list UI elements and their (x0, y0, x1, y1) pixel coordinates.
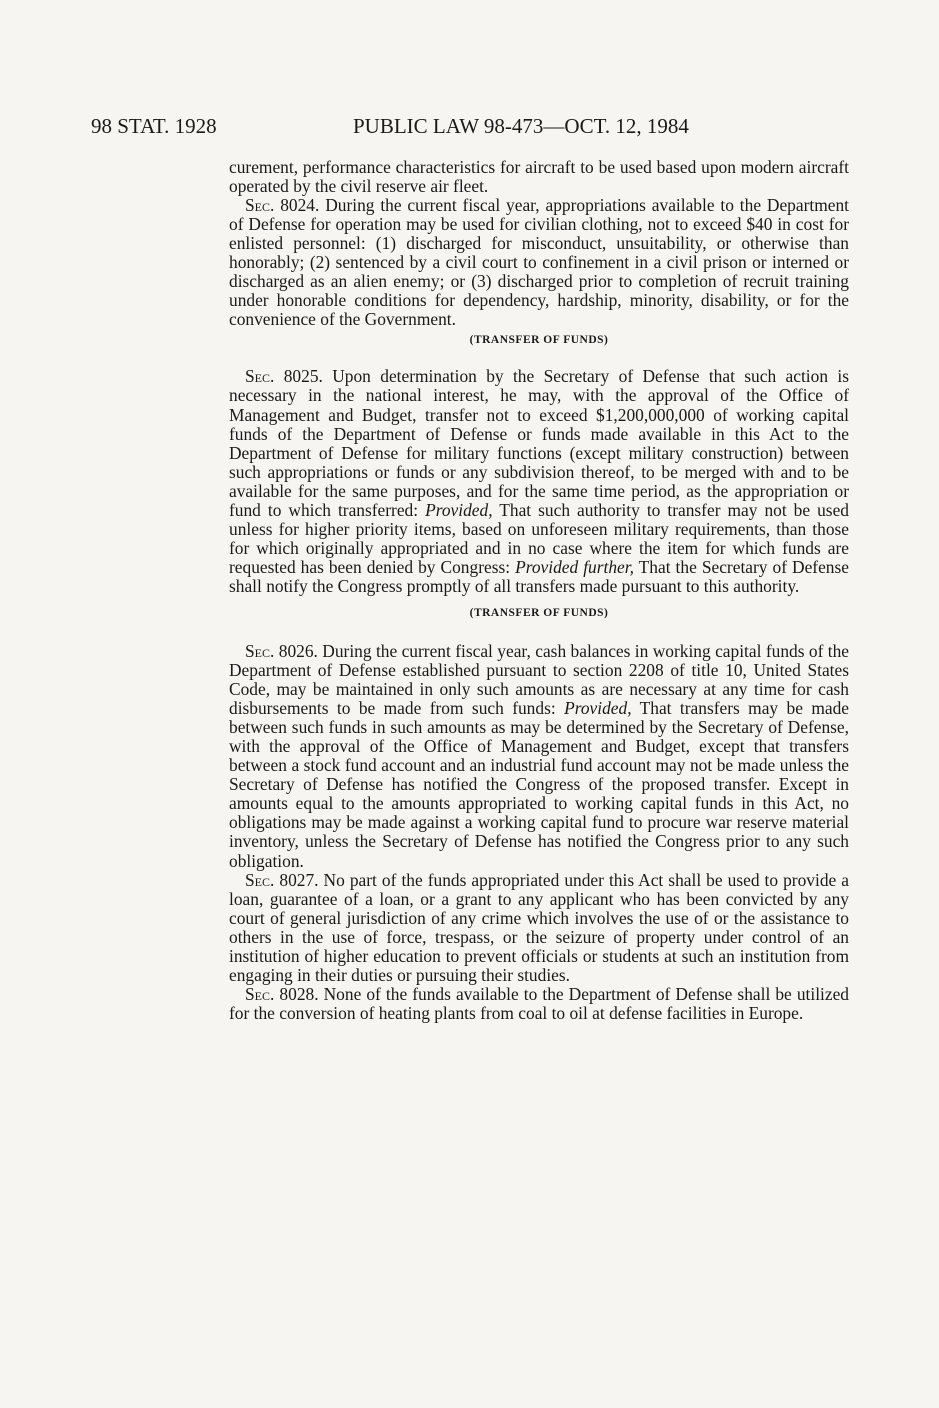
section-text: 8028. None of the funds available to the Department of Defense shall be utilized for the conversion of heating plants from coal to oil at defense facilities in Europe. (229, 983, 849, 1023)
section-label: Sec. (245, 195, 275, 216)
section-text: 8027. No part of the funds appropriated under this Act shall be used to provide a loan, guarantee of a loan, or a grant to any applicant who has been convicted by any court of general jurisdiction of any crime which involves the use of or the assistance to others in the use of force, trespass, or the seizure of property under control of an institution of higher education to prevent officials or students at such an institution from engaging in their duties or pursuing their studies. (229, 869, 849, 985)
transfer-of-funds-heading-1: (TRANSFER OF FUNDS) (469, 334, 609, 347)
section-8028 (229, 985, 849, 1023)
proviso-italic: Provided further, (515, 556, 634, 577)
section-text: 8026. During the current fiscal year, cash balances in working capital funds of the Department of Defense established pursuant to section 2208 of title 10, United States Code, may be maintained in only such amounts as are necessary at any time for cash disbursements to be made from such funds: (229, 640, 849, 719)
section-text: That the Secretary of Defense shall notify the Congress promptly of all transfers made pursuant to this authority. (229, 556, 849, 596)
transfer-of-funds-heading-2: (TRANSFER OF FUNDS) (469, 606, 609, 619)
section-text: 8025. Upon determination by the Secretary of Defense that such action is necessary in the national interest, he may, with the approval of the Office of Management and Budget, transfer not to exceed $1,200,000,000 of working capital funds of the Department of Defense or funds made available in this Act to the Department of Defense for military functions (except military construction) between such appropriations or funds or any subdivision thereof, to be merged with and to be available for the same purposes, and for the same time period, as the appropriation or fund to which transferred: (229, 366, 849, 520)
continuation-paragraph: curement, performance characteristics for aircraft to be used based upon modern aircraft operated by the civil reserve air fleet. (229, 157, 849, 197)
section-label: Sec. (245, 366, 275, 387)
section-text: That transfers may be made between such funds in such amounts as may be determined by the Secretary of Defense, with the approval of the Office of Management and Budget, except that transfers between a stock fund account and an industrial fund account may not be made unless the Secretary of Defense has notified the Congress of the proposed transfer. Except in amounts equal to the amounts appropriated to working capital funds in this Act, no obligations may be made against a working capital fund to procure war reserve material inventory, unless the Secretary of Defense has notified the Congress prior to any such obligation. (229, 698, 850, 871)
running-head (91, 112, 731, 140)
law-title: PUBLIC LAW 98-473—OCT. 12, 1984 (353, 114, 689, 138)
proviso-italic: Provided, (564, 698, 632, 719)
section-8025 (229, 367, 849, 596)
body-text (229, 158, 849, 1023)
section-text: 8024. During the current fiscal year, appropriations available to the Department of Defense for operation may be used for civilian clothing, not to exceed $40 in cost for enlisted personnel: (1) discharged for misconduct, unsuitability, or otherwise than honorably; (2) sentenced by a civil court to confinement in a civil prison or interned or discharged as an alien enemy; or (3) discharged prior to completion of recruit training under honorable conditions for dependency, hardship, minority, disability, or for the convenience of the Government. (229, 195, 849, 330)
section-label: Sec. (245, 640, 275, 661)
section-8026 (229, 642, 849, 871)
proviso-italic: Provided, (425, 499, 493, 520)
stat-citation: 98 STAT. 1928 (91, 114, 217, 138)
section-text: That such authority to transfer may not be used unless for higher priority items, based on unforeseen military requirements, than those for which originally appropriated and in no case where the item for which funds are requested has been denied by Congress: (229, 499, 849, 577)
section-8027 (229, 871, 849, 985)
section-label: Sec. (245, 983, 275, 1004)
section-8024 (229, 196, 849, 329)
section-label: Sec. (245, 869, 275, 890)
